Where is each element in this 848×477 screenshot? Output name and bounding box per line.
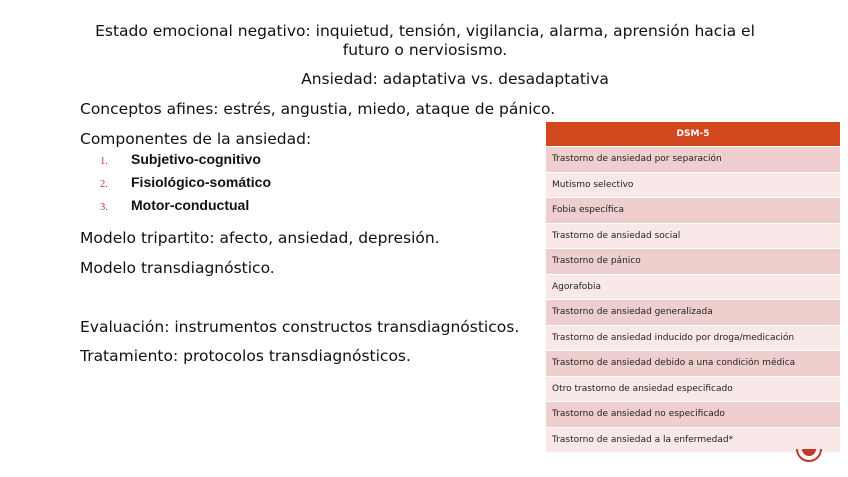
table-row (546, 351, 840, 377)
dsm5-table (546, 122, 840, 452)
table-cell: Trastorno de ansiedad generalizada (546, 300, 840, 326)
list-item-label: Fisiológico-somático (131, 174, 272, 190)
table-row (546, 325, 840, 351)
table-cell: Trastorno de ansiedad a la enfermedad* (546, 427, 840, 452)
intro-line-2: futuro o nerviosismo. (342, 41, 508, 59)
intro-line-1: Estado emocional negativo: inquietud, tensión, vigilancia, alarma, aprensión hacia el (95, 22, 755, 40)
evaluation-line: Evaluación: instrumentos constructos transdiagnósticos. (80, 318, 520, 336)
list-number: 1. (100, 156, 108, 167)
table-cell: Trastorno de ansiedad por separación (546, 147, 840, 173)
table-row (546, 402, 840, 428)
list-number: 2. (100, 179, 108, 190)
list-item (100, 151, 271, 174)
table-cell: Fobia específica (546, 198, 840, 224)
list-item (100, 197, 271, 220)
table-row (546, 300, 840, 326)
components-heading: Componentes de la ansiedad: (80, 130, 312, 148)
tripartite-line: Modelo tripartito: afecto, ansiedad, depresión. (80, 229, 440, 247)
corner-logo-icon (796, 448, 822, 462)
table-row (546, 198, 840, 224)
table-cell: Agorafobia (546, 274, 840, 300)
table-cell: Trastorno de pánico (546, 249, 840, 275)
intro-text (60, 22, 790, 60)
table-cell: Otro trastorno de ansiedad especificado (546, 376, 840, 402)
table-cell: Trastorno de ansiedad debido a una condición médica (546, 351, 840, 377)
table-cell: Trastorno de ansiedad inducido por droga/medicación (546, 325, 840, 351)
concepts-line: Conceptos afines: estrés, angustia, miedo, ataque de pánico. (80, 100, 556, 118)
components-list (100, 151, 271, 220)
table-row (546, 249, 840, 275)
table-cell: Mutismo selectivo (546, 172, 840, 198)
list-item (100, 174, 271, 197)
table-row (546, 147, 840, 173)
treatment-line: Tratamiento: protocolos transdiagnósticos. (80, 347, 411, 365)
list-item-label: Subjetivo-cognitivo (131, 151, 261, 167)
table-header-row (546, 122, 840, 147)
table-cell: Trastorno de ansiedad social (546, 223, 840, 249)
list-item-label: Motor-conductual (131, 197, 250, 213)
table-cell: Trastorno de ansiedad no especificado (546, 402, 840, 428)
list-number: 3. (100, 202, 108, 213)
slide-subtitle: Ansiedad: adaptativa vs. desadaptativa (301, 70, 609, 88)
table-row (546, 223, 840, 249)
table-header: DSM-5 (546, 122, 840, 147)
table-row (546, 274, 840, 300)
transdiagnostic-line: Modelo transdiagnóstico. (80, 259, 275, 277)
table-row (546, 376, 840, 402)
table-row (546, 172, 840, 198)
